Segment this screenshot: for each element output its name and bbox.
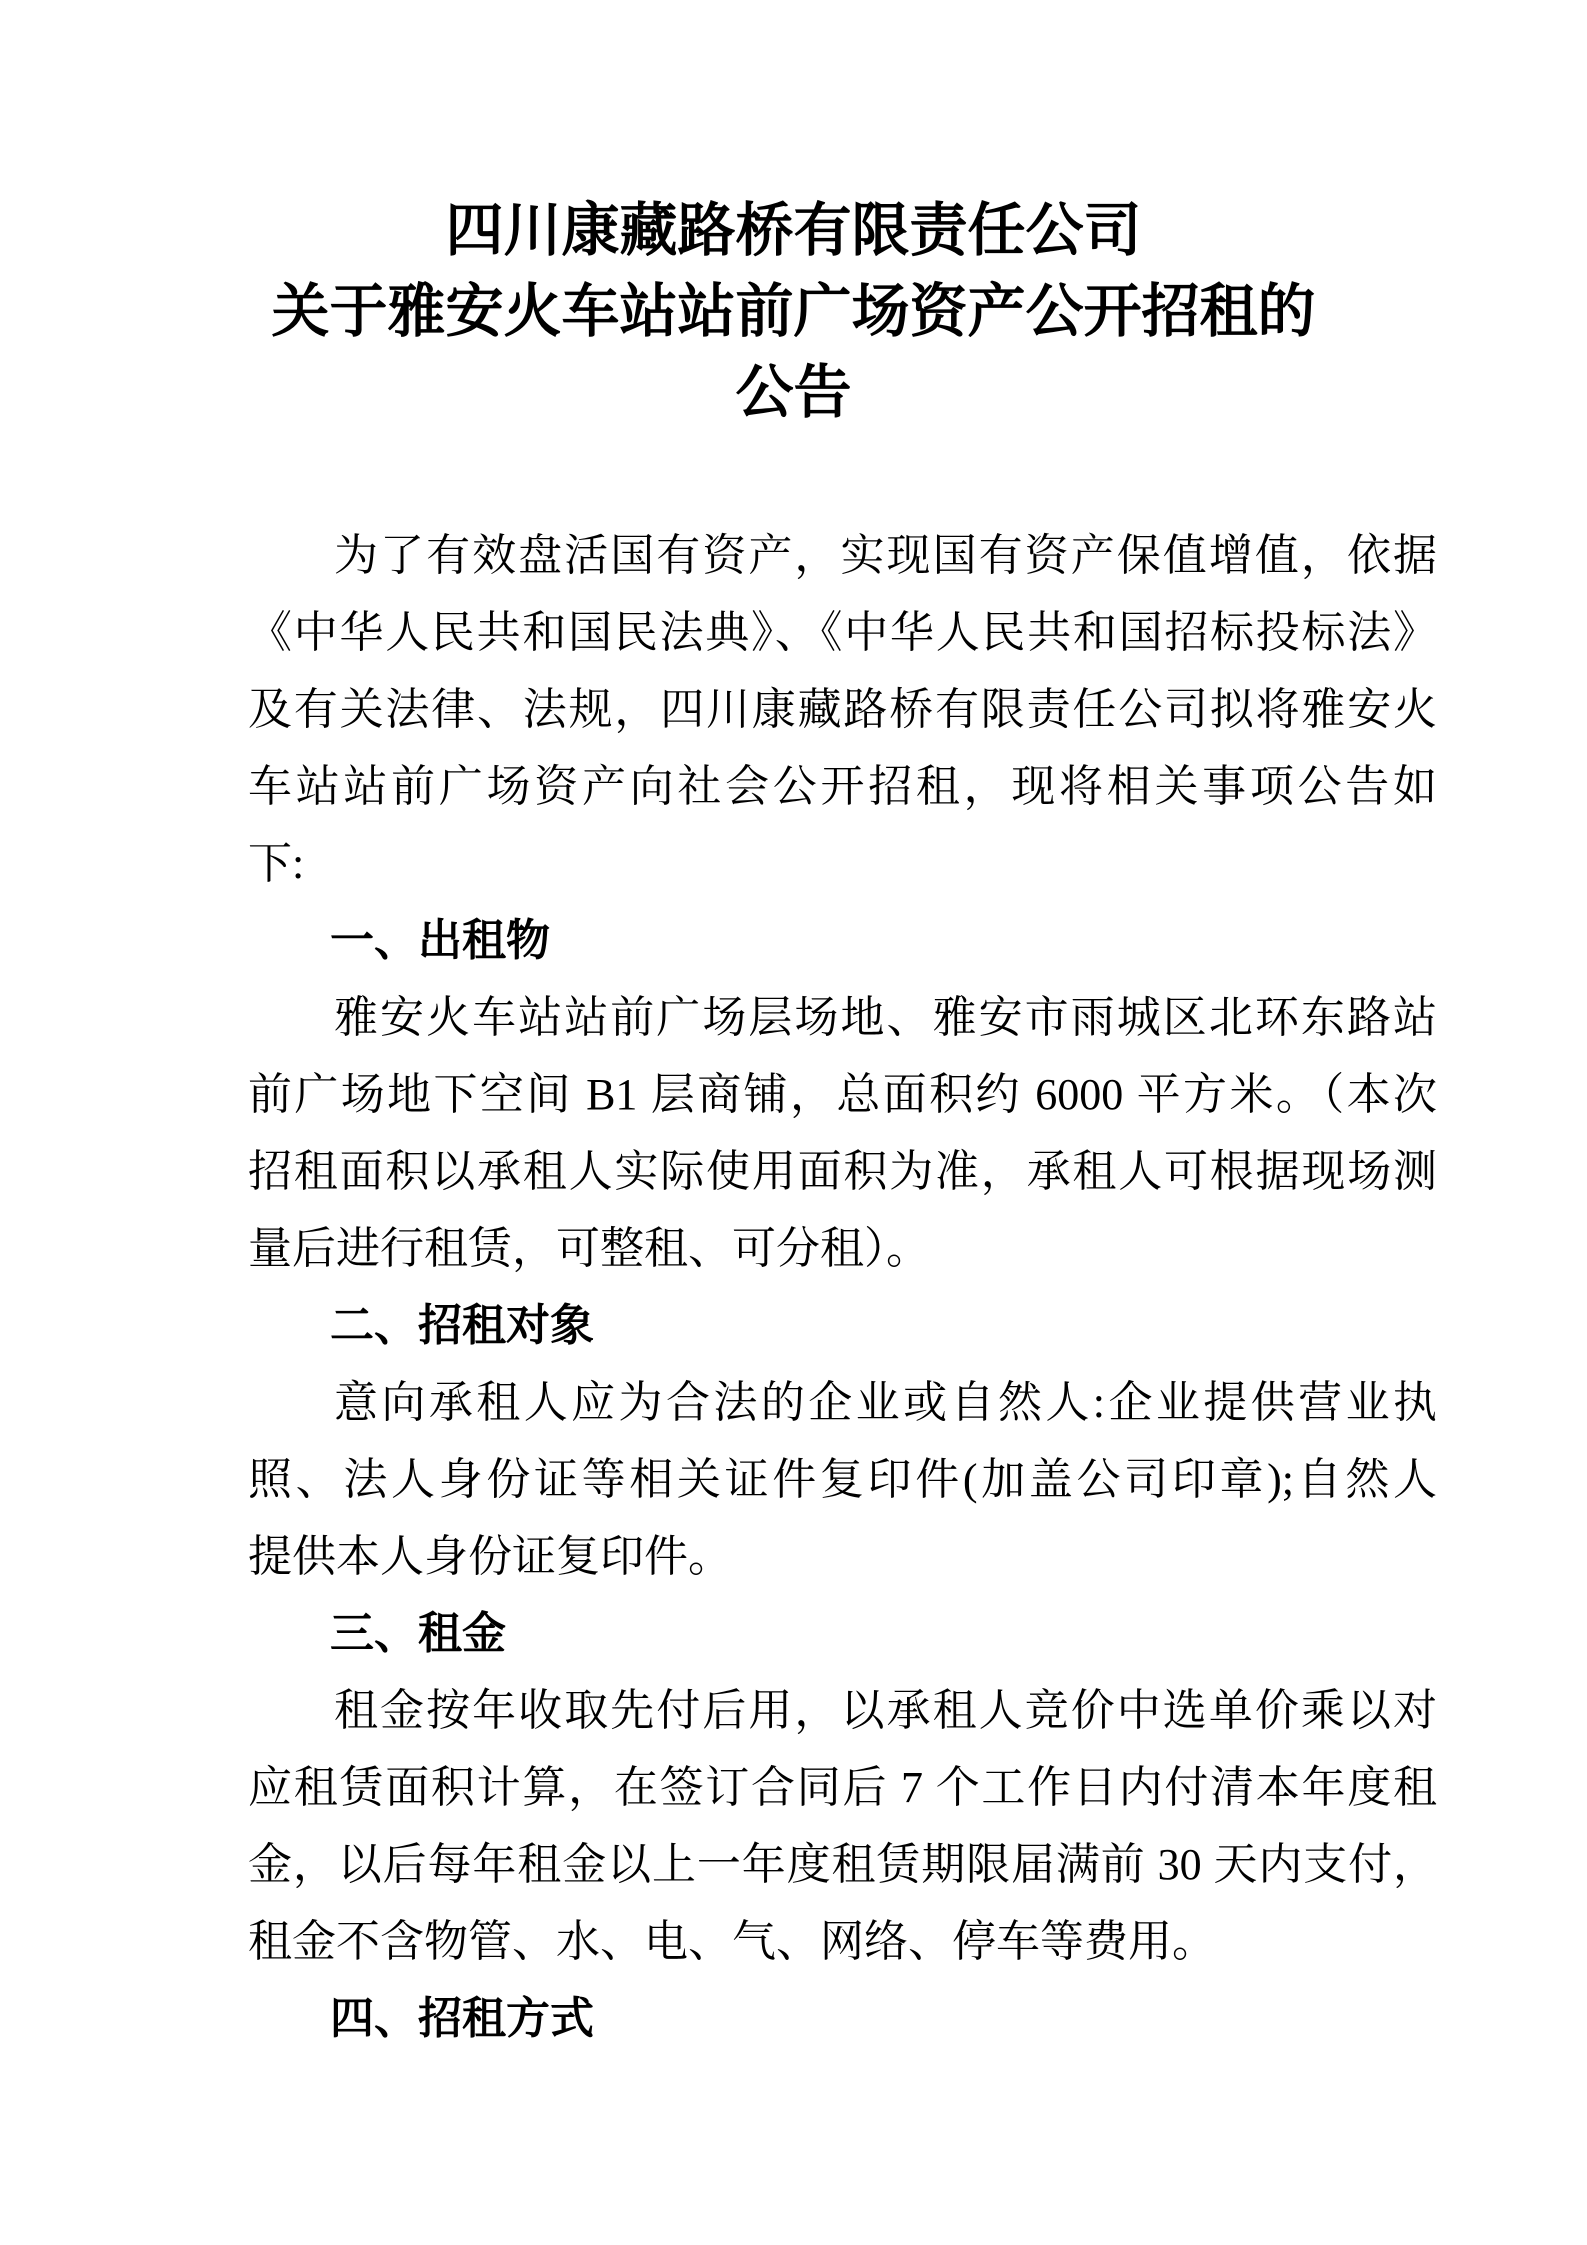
- body-line-intro-5: 下:: [248, 839, 305, 888]
- body-line-sec3-3: 金，以后每年租金以上一年度租赁期限届满前 30 天内支付，: [248, 1840, 1437, 1889]
- body-line-sec1-3: 招租面积以承租人实际使用面积为准，承租人可根据现场测: [248, 1147, 1437, 1196]
- title-line-company: 四川康藏路桥有限责任公司: [445, 198, 1142, 263]
- body-line-intro-1: 为了有效盘活国有资产，实现国有资产保值增值，依据: [334, 531, 1437, 580]
- body-line-intro-4: 车站站前广场资产向社会公开招租，现将相关事项公告如: [248, 762, 1437, 811]
- section-heading-2: 二、招租对象: [330, 1301, 594, 1350]
- document-body: [248, 517, 1437, 2057]
- body-line-intro-3: 及有关法律、法规，四川康藏路桥有限责任公司拟将雅安火: [248, 685, 1437, 734]
- title-line-subject: 关于雅安火车站站前广场资产公开招租的: [271, 279, 1316, 344]
- title-line-announcement: 公告: [735, 360, 852, 425]
- body-line-sec2-1: 意向承租人应为合法的企业或自然人:企业提供营业执: [334, 1378, 1437, 1427]
- body-line-sec3-1: 租金按年收取先付后用，以承租人竞价中选单价乘以对: [334, 1686, 1437, 1735]
- body-line-sec3-4: 租金不含物管、水、电、气、网络、停车等费用。: [248, 1917, 1216, 1966]
- body-line-sec1-1: 雅安火车站站前广场层场地、雅安市雨城区北环东路站: [334, 993, 1437, 1042]
- body-line-sec3-2: 应租赁面积计算，在签订合同后 7 个工作日内付清本年度租: [248, 1763, 1437, 1812]
- section-heading-1: 一、出租物: [330, 916, 550, 965]
- section-heading-4: 四、招租方式: [330, 1994, 594, 2043]
- body-line-sec2-2: 照、法人身份证等相关证件复印件(加盖公司印章);自然人: [248, 1455, 1437, 1504]
- body-line-sec2-3: 提供本人身份证复印件。: [248, 1532, 732, 1581]
- body-line-intro-2: 《中华人民共和国民法典》、《中华人民共和国招标投标法》: [248, 608, 1437, 657]
- document-title: [0, 190, 1587, 433]
- body-line-sec1-4: 量后进行租赁，可整租、可分租）。: [248, 1224, 930, 1273]
- body-line-sec1-2: 前广场地下空间 B1 层商铺，总面积约 6000 平方米。（本次: [248, 1070, 1437, 1119]
- section-heading-3: 三、租金: [330, 1609, 506, 1658]
